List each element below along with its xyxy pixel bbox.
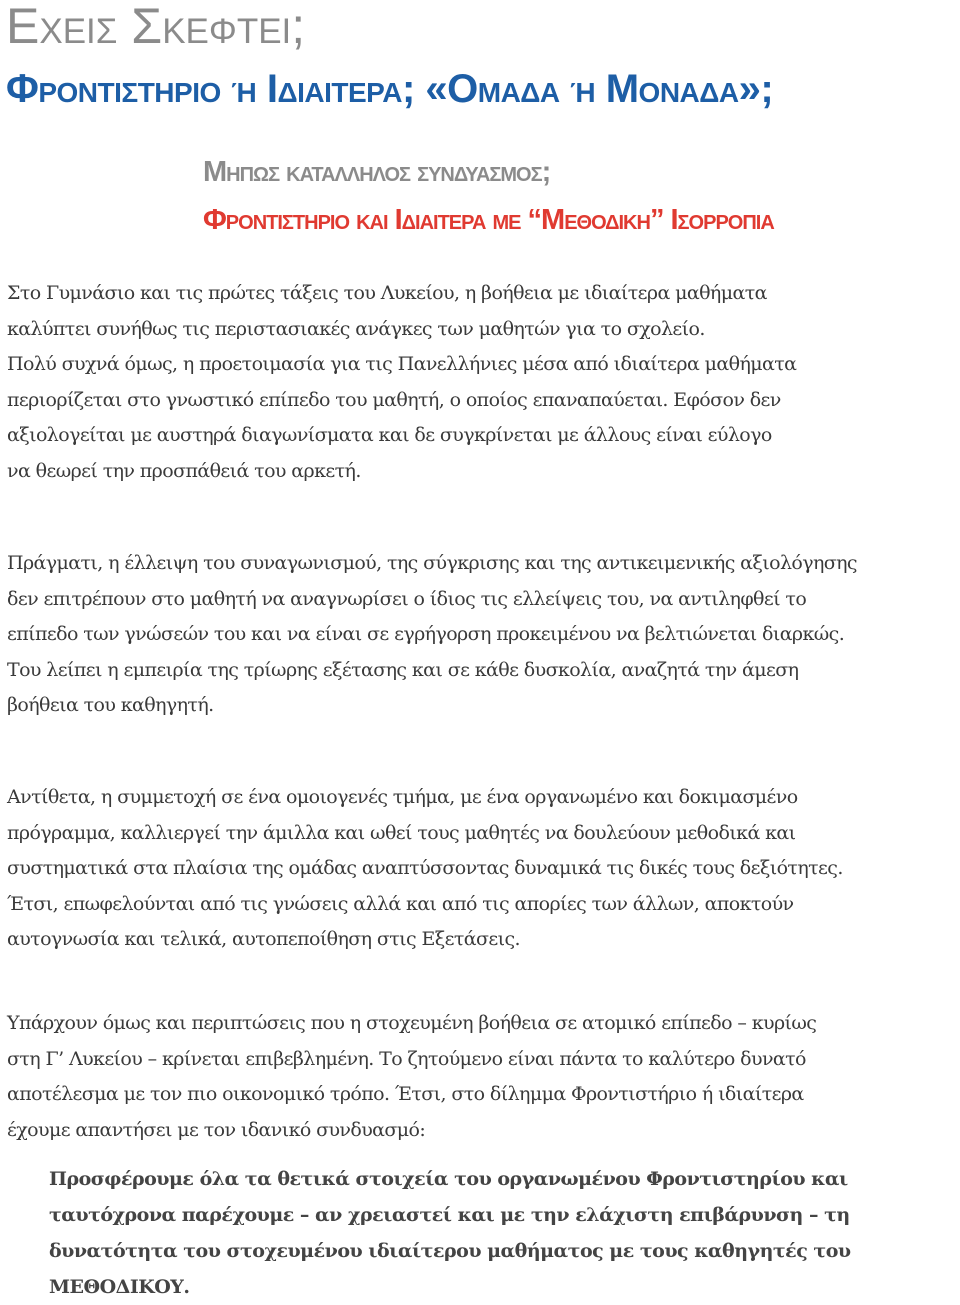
paragraph-individual-cases xyxy=(7,1006,952,1148)
text-line: πρόγραμμα, καλλιεργεί την άμιλλα και ωθεί τους μαθητές να δουλεύουν μεθοδικά και xyxy=(7,821,796,844)
page-title: Εχεις Σκεφτει; xyxy=(6,0,306,54)
text-line: αυτογνωσία και τελικά, αυτοπεποίθηση στις Εξετάσεις. xyxy=(7,928,520,950)
paragraph-lack-of-competition xyxy=(7,546,952,724)
text-line: αξιολογείται με αυστηρά διαγωνίσματα και δε συγκρίνεται με άλλους είναι εύλογο xyxy=(7,424,772,446)
paragraph-gymnasium xyxy=(7,276,952,489)
text-line: Αντίθετα, η συμμετοχή σε ένα ομοιογενές τμήμα, με ένα οργανωμένο και δοκιμασμένο xyxy=(7,786,798,808)
paragraph-group-benefits xyxy=(7,780,952,958)
text-line: έχουμε απαντήσει με τον ιδανικό συνδυασμό: xyxy=(7,1118,426,1141)
subtitle-answer: Φροντιστηριο και Ιδιαιτερα με “Μεθοδικη” Ισορροπια xyxy=(203,204,774,236)
text-line: συστηματικά στα πλαίσια της ομάδας αναπτύσσοντας δυναμικά τις δικές τους δεξιότητες. xyxy=(7,857,843,879)
text-line: βοήθεια του καθηγητή. xyxy=(7,694,214,716)
offer-statement xyxy=(49,1161,949,1305)
text-line: Στο Γυμνάσιο και τις πρώτες τάξεις του Λυκείου, η βοήθεια με ιδιαίτερα μαθήματα xyxy=(7,282,767,304)
text-line: ταυτόχρονα παρέχουμε – αν χρειαστεί και με την ελάχιστη επιβάρυνση – τη xyxy=(49,1204,850,1226)
text-line: δυνατότητα του στοχευμένου ιδιαίτερου μαθήματος με τους καθηγητές του xyxy=(49,1240,851,1262)
text-line: Πράγματι, η έλλειψη του συναγωνισμού, της σύγκρισης και της αντικειμενικής αξιολόγησης xyxy=(7,552,857,574)
text-line: περιορίζεται στο γνωστικό επίπεδο του μαθητή, ο οποίος επαναπαύεται. Εφόσον δεν xyxy=(7,388,781,411)
text-line: να θεωρεί την προσπάθειά του αρκετή. xyxy=(7,459,361,482)
text-line: ΜΕΘΟΔΙΚΟΥ. xyxy=(49,1276,190,1298)
text-line: αποτέλεσμα με τον πιο οικονομικό τρόπο. Έτσι, στο δίλημμα Φροντιστήριο ή ιδιαίτερα xyxy=(7,1083,804,1105)
text-line: Προσφέρουμε όλα τα θετικά στοιχεία του οργανωμένου Φροντιστηρίου και xyxy=(49,1168,848,1190)
text-line: Πολύ συχνά όμως, η προετοιμασία για τις Πανελλήνιες μέσα από ιδιαίτερα μαθήματα xyxy=(7,353,797,375)
text-line: στη Γ’ Λυκείου – κρίνεται επιβεβλημένη. Το ζητούμενο είναι πάντα το καλύτερο δυνατό xyxy=(7,1047,806,1070)
subtitle-question: Μηπως καταλληλος συνδυασμος; xyxy=(203,156,551,188)
text-line: Του λείπει η εμπειρία της τρίωρης εξέτασης και σε κάθε δυσκολία, αναζητά την άμεση xyxy=(7,658,799,681)
text-line: δεν επιτρέπουν στο μαθητή να αναγνωρίσει ο ίδιος τις ελλείψεις του, να αντιληφθεί το xyxy=(7,587,807,610)
text-line: Υπάρχουν όμως και περιπτώσεις που η στοχευμένη βοήθεια σε ατομικό επίπεδο – κυρίως xyxy=(7,1012,817,1034)
text-line: καλύπτει συνήθως τις περιστασιακές ανάγκες των μαθητών για το σχολείο. xyxy=(7,317,705,340)
text-line: επίπεδο των γνώσεών του και να είναι σε εγρήγορση προκειμένου να βελτιώνεται διαρκώς. xyxy=(7,623,845,645)
page-title-question: Φροντιστηριο ή Ιδιαιτερα; «Ομαδα ή Μοναδα»; xyxy=(6,67,774,111)
text-line: Έτσι, επωφελούνται από τις γνώσεις αλλά και από τις απορίες των άλλων, αποκτούν xyxy=(7,892,794,915)
